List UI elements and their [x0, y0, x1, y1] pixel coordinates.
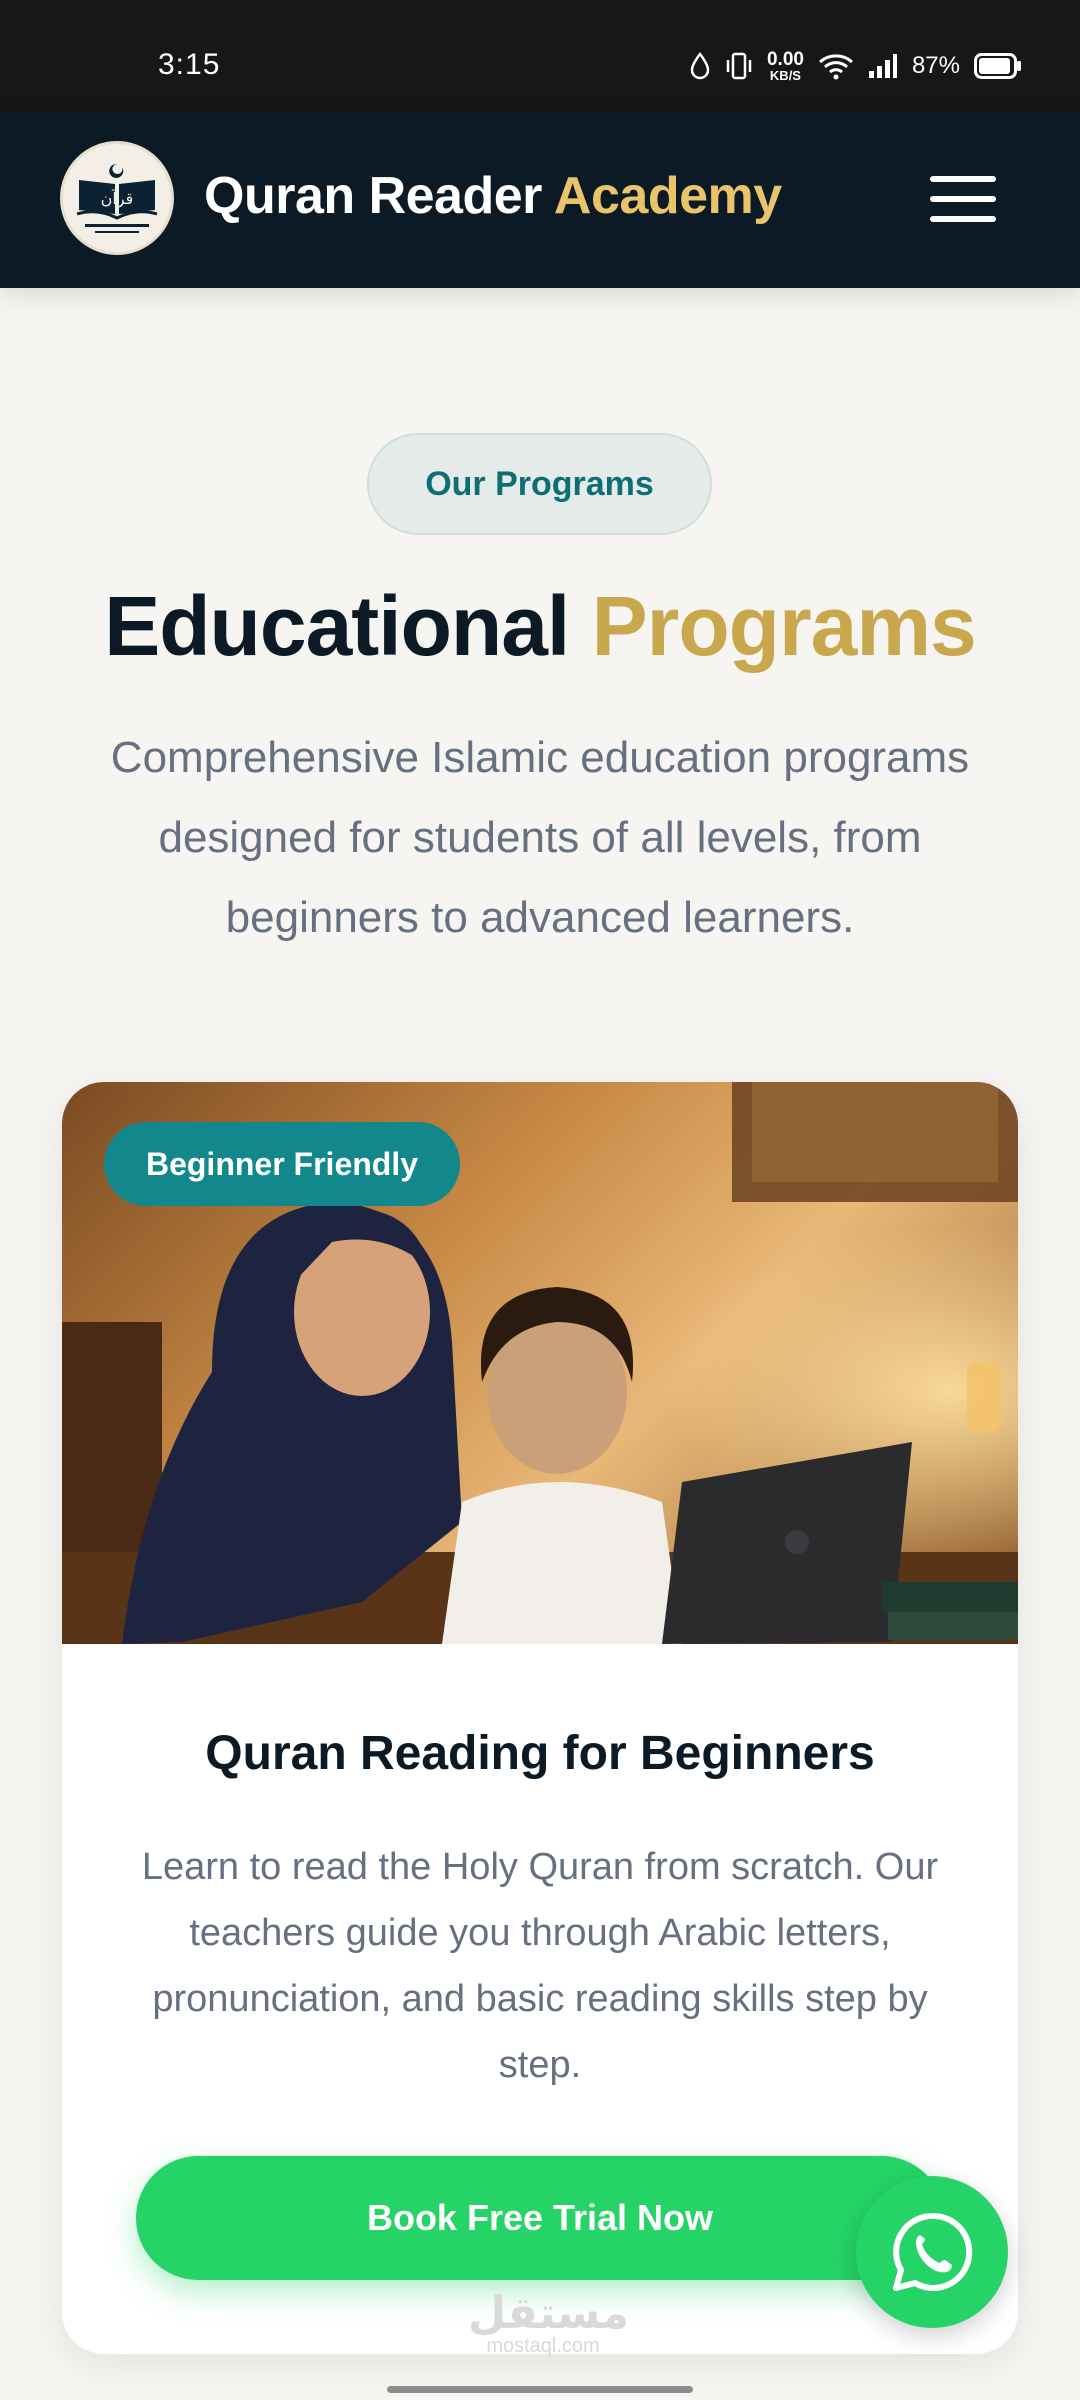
- vibrate-icon: [725, 51, 753, 81]
- menu-button[interactable]: [918, 159, 1008, 239]
- net-speed-value: 0.00: [766, 49, 804, 70]
- book-trial-button[interactable]: Book Free Trial Now: [136, 2156, 944, 2280]
- card-description: Learn to read the Holy Quran from scratch. Our teachers guide you through Arabic letters, pronunciation, and basic reading skills step by step.: [141, 1846, 939, 2086]
- brand-accent: Academy: [553, 167, 782, 225]
- wifi-icon: [818, 52, 854, 80]
- app-header: [0, 114, 1080, 288]
- mostaql-watermark: [468, 2289, 629, 2357]
- card-title: Quran Reading for Beginners: [205, 1727, 875, 1780]
- program-image: [62, 1082, 1018, 1644]
- whatsapp-button[interactable]: [856, 2176, 1008, 2328]
- watermark-latin: mostaql.com: [486, 2335, 600, 2357]
- brand-main: Quran Reader: [204, 167, 542, 225]
- academy-logo[interactable]: [60, 141, 174, 255]
- signal-icon: [868, 53, 898, 79]
- status-bar: [0, 0, 1080, 114]
- watermark-arabic: مستقل: [468, 2289, 629, 2338]
- section-title-main: Educational: [104, 579, 570, 673]
- hamburger-icon-line: [930, 196, 996, 202]
- whatsapp-icon: [890, 2210, 974, 2294]
- section-title: [0, 578, 1080, 675]
- beginner-badge: Beginner Friendly: [104, 1122, 460, 1206]
- logo-arabic-text: قرآن: [100, 189, 134, 208]
- drop-icon: [689, 52, 711, 80]
- section-pill: Our Programs: [367, 433, 712, 535]
- net-speed: [767, 50, 804, 82]
- brand-name[interactable]: [204, 166, 782, 226]
- hamburger-icon-line: [930, 216, 996, 222]
- section-description: Comprehensive Islamic education programs designed for students of all levels, from beginners to advanced learners.: [110, 733, 970, 942]
- quran-book-logo-icon: [63, 144, 171, 252]
- status-time: 3:15: [158, 48, 221, 81]
- hamburger-icon-line: [930, 176, 996, 182]
- section-title-accent: Programs: [591, 579, 976, 673]
- battery-percent: 87%: [911, 52, 960, 79]
- battery-icon: [974, 53, 1022, 79]
- status-icons: [689, 46, 1022, 86]
- net-speed-unit: KB/S: [769, 68, 801, 83]
- home-indicator[interactable]: [387, 2386, 693, 2393]
